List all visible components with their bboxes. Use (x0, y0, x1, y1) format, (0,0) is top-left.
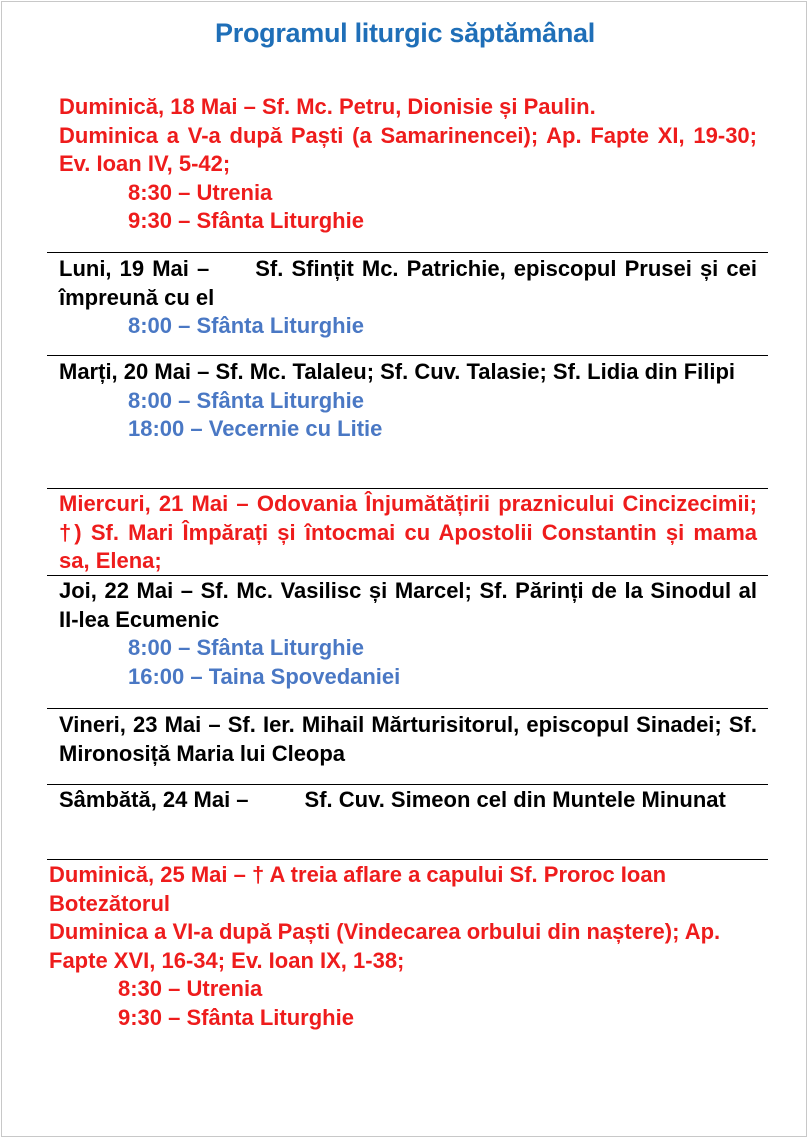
service-time: 8:00 – Sfânta Liturghie (128, 387, 364, 413)
divider (47, 488, 768, 489)
divider (47, 355, 768, 356)
service-time: 16:00 – Taina Spovedaniei (128, 663, 401, 689)
day-readings: Duminica a VI-a după Paști (Vindecarea orbului din naștere); Ap. Fapte XVI, 16-34; Ev. Ioan IX, 1-38; (49, 919, 721, 973)
divider (47, 859, 768, 860)
day-heading: Joi, 22 Mai – Sf. Mc. Vasilisc și Marcel; Sf. Părinți de la Sinodul al II-lea Ecumenic (59, 578, 757, 632)
day-entry-thursday-22 (59, 577, 757, 691)
day-heading (59, 786, 757, 815)
day-heading: Duminică, 18 Mai – Sf. Mc. Petru, Dionisie și Paulin. (59, 94, 596, 119)
day-heading: Marți, 20 Mai – Sf. Mc. Talaleu; Sf. Cuv. Talasie; Sf. Lidia din Filipi (59, 359, 736, 384)
divider (47, 252, 768, 253)
day-entry-wednesday-21 (59, 490, 757, 576)
day-heading: Duminică, 25 Mai – † A treia aflare a capului Sf. Proroc Ioan Botezătorul (49, 862, 667, 916)
day-entry-sunday-25 (49, 861, 769, 1032)
day-heading (59, 255, 757, 312)
service-time: 8:00 – Sfânta Liturghie (128, 635, 364, 660)
day-entry-friday-23 (59, 711, 757, 768)
day-entry-sunday-18 (59, 93, 757, 236)
day-heading: Vineri, 23 Mai – Sf. Ier. Mihail Mărturisitorul, episcopul Sinadei; Sf. Mironosiță Maria lui Cleopa (59, 712, 757, 766)
day-date: Sâmbătă, 24 Mai – (59, 787, 249, 812)
service-time: 9:30 – Sfânta Liturghie (128, 208, 364, 233)
day-entry-monday-19 (59, 255, 757, 341)
day-saints: Sf. Sfințit Mc. Patrichie, episcopul Prusei și cei împreună cu el (59, 256, 757, 310)
divider (47, 784, 768, 785)
day-readings: Duminica a V-a după Paști (a Samarinencei); Ap. Fapte XI, 19-30; Ev. Ioan IV, 5-42; (59, 122, 757, 176)
page-title: Programul liturgic săptămânal (215, 18, 595, 48)
service-time: 8:30 – Utrenia (118, 976, 263, 1001)
divider (47, 575, 768, 576)
divider (47, 708, 768, 709)
service-time: 8:30 – Utrenia (128, 179, 273, 205)
service-time: 8:00 – Sfânta Liturghie (128, 313, 364, 338)
day-saints: Sf. Cuv. Simeon cel din Muntele Minunat (304, 787, 726, 812)
service-time: 9:30 – Sfânta Liturghie (118, 1004, 354, 1030)
day-entry-saturday-24 (59, 786, 757, 815)
day-heading: Miercuri, 21 Mai – Odovania Înjumătățirii praznicului Cincizecimii; †) Sf. Mari Împărați și întocmai cu Apostolii Constantin și mama sa, Elena; (59, 491, 757, 573)
day-date: Luni, 19 Mai – (59, 256, 210, 281)
day-entry-tuesday-20 (59, 358, 757, 444)
service-time: 18:00 – Vecernie cu Litie (128, 416, 383, 441)
